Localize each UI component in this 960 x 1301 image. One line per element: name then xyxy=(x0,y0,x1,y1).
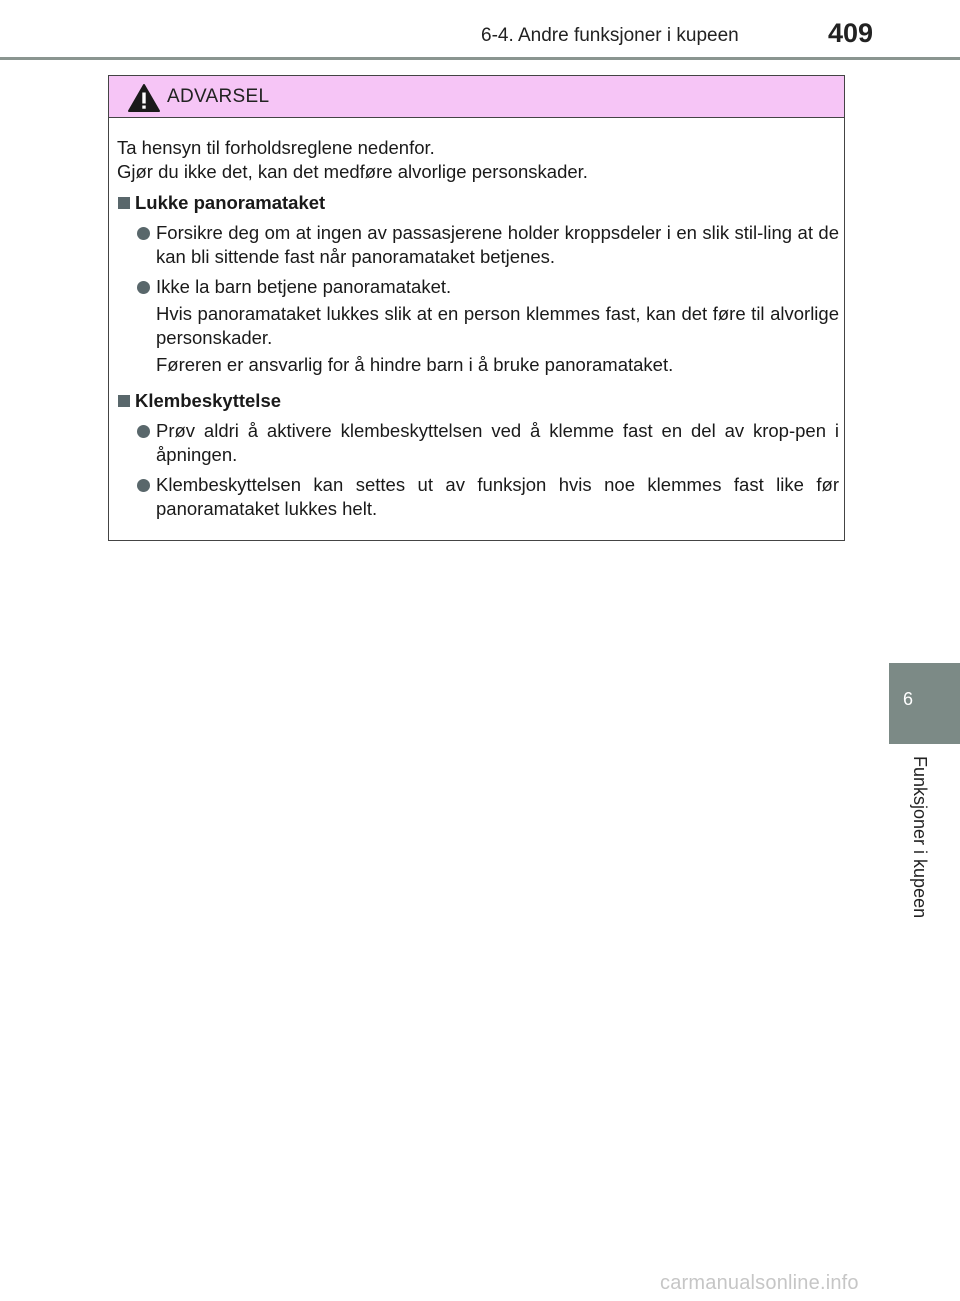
section-heading-text: Klembeskyttelse xyxy=(135,390,282,411)
page-number: 409 xyxy=(828,18,874,48)
round-bullet-icon xyxy=(137,281,150,294)
round-bullet-icon xyxy=(137,479,150,492)
round-bullet-icon xyxy=(137,425,150,438)
paragraph: Føreren er ansvarlig for å hindre barn i å bruke panoramataket. xyxy=(156,354,674,375)
square-bullet-icon xyxy=(118,395,130,407)
section-heading xyxy=(117,191,839,215)
list-item xyxy=(117,473,839,521)
paragraph: Ikke la barn betjene panoramataket. xyxy=(156,276,452,297)
section-klembeskyttelse xyxy=(117,389,839,521)
list-item xyxy=(117,221,839,269)
header-divider xyxy=(0,57,960,60)
watermark: carmanualsonline.info xyxy=(660,1272,859,1294)
chapter-tab xyxy=(889,663,960,744)
list-item-text xyxy=(156,473,839,521)
paragraph: Forsikre deg om at ingen av passasjerene holder kroppsdeler i en slik stil-ling at de kan bli sittende fast når panoramataket betjenes. xyxy=(156,222,839,267)
intro-line: Gjør du ikke det, kan det medføre alvorlige personskader. xyxy=(117,161,588,182)
list-item-text xyxy=(156,419,839,467)
warning-triangle-icon xyxy=(127,83,161,113)
square-bullet-icon xyxy=(118,197,130,209)
warning-box xyxy=(108,75,845,541)
list-item xyxy=(117,419,839,467)
section-heading xyxy=(117,389,839,413)
warning-body xyxy=(117,136,839,521)
list-item-text xyxy=(156,275,839,377)
paragraph: Hvis panoramataket lukkes slik at en person klemmes fast, kan det føre til alvorlige personskader. xyxy=(156,303,839,348)
list-item xyxy=(117,275,839,377)
paragraph: Klembeskyttelsen kan settes ut av funksjon hvis noe klemmes fast like før panoramataket lukkes helt. xyxy=(156,474,839,519)
list-item-text xyxy=(156,221,839,269)
section-heading-text: Lukke panoramataket xyxy=(135,192,326,213)
round-bullet-icon xyxy=(137,227,150,240)
warning-title: ADVARSEL xyxy=(167,86,270,107)
chapter-label: Funksjoner i kupeen xyxy=(910,756,930,919)
section-lukke-panoramataket xyxy=(117,191,839,377)
paragraph: Prøv aldri å aktivere klembeskyttelsen ved å klemme fast en del av krop-pen i åpningen. xyxy=(156,420,839,465)
warning-header xyxy=(109,76,844,118)
intro-line: Ta hensyn til forholdsreglene nedenfor. xyxy=(117,137,435,158)
chapter-number: 6 xyxy=(902,689,913,709)
header-section-title: 6-4. Andre funksjoner i kupeen xyxy=(481,25,739,46)
